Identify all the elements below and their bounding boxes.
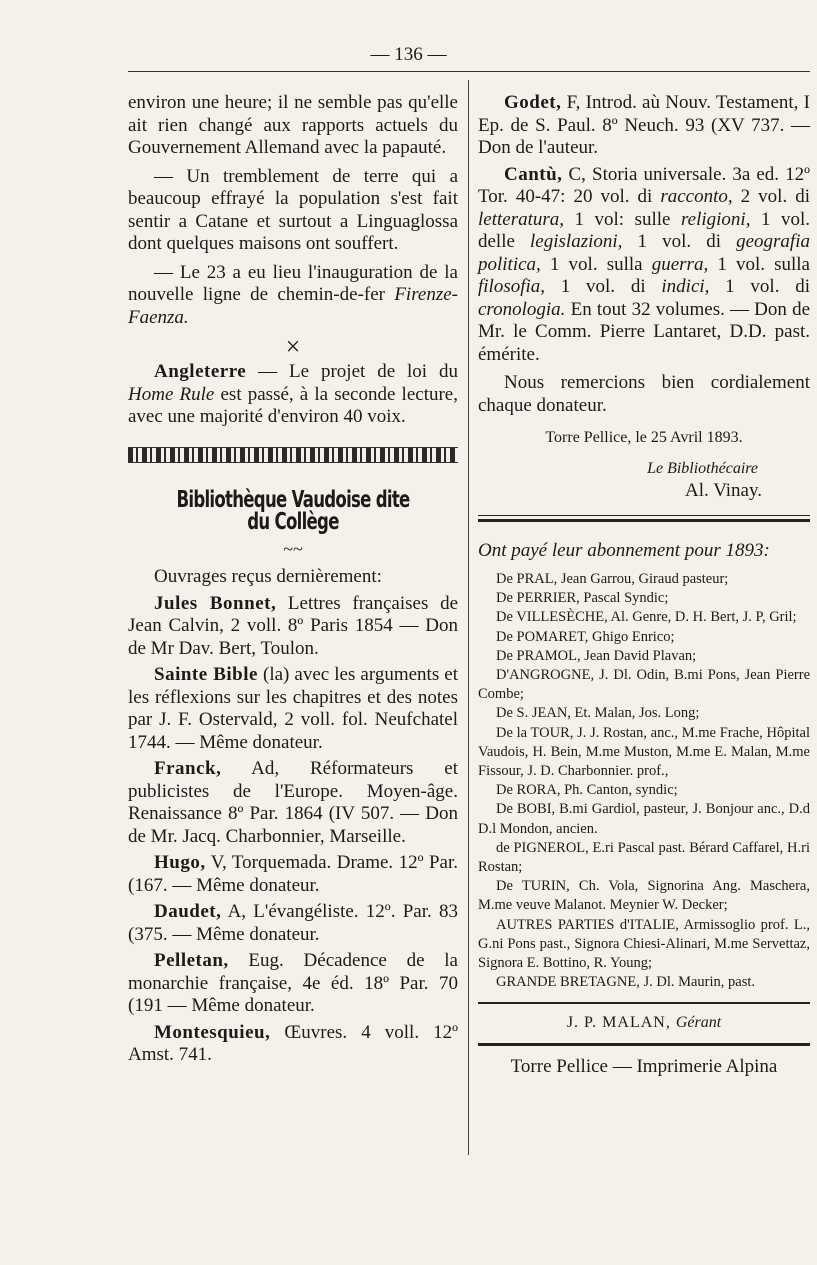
header-rule — [128, 71, 810, 72]
work-details: 1 vol. sulla — [708, 253, 810, 275]
italic-term: geografia politica, — [478, 231, 810, 275]
work-author: Daudet, — [154, 901, 222, 922]
work-author: Pelletan, — [154, 950, 229, 971]
intro-paragraph: environ une heure; il ne semble pas qu'elle ait rien changé aux rapports actuels du Gouvernement Allemand avec la papauté. — [128, 92, 458, 158]
work-entry — [128, 901, 458, 946]
subscription-item: De POMARET, Ghigo Enrico; — [496, 628, 675, 645]
italic-term: racconto, — [660, 186, 733, 207]
left-column — [128, 92, 458, 1067]
work-author: Cantù, — [504, 163, 563, 185]
work-author: Hugo, — [154, 852, 206, 873]
work-entry — [128, 1022, 458, 1067]
england-text-a: — Le projet de loi du — [246, 361, 458, 382]
imprint-rule — [478, 1043, 810, 1046]
subscription-item: de PIGNEROL, E.ri Pascal past. Bérard Caffarel, H.ri Rostan; — [478, 839, 810, 876]
separator-cross: × — [285, 332, 301, 361]
subscription-item: De PRAL, Jean Garrou, Giraud pasteur; — [496, 571, 729, 587]
work-entry — [128, 593, 458, 661]
england-text-b: est passé, à la seconde lecture, avec une majorité d'environ 40 voix. — [128, 383, 458, 427]
work-details: 1 vol. di — [709, 276, 810, 297]
received-works-heading: Ouvrages reçus dernièrement: — [154, 566, 382, 587]
column-divider — [468, 80, 469, 1155]
italic-term: filosofia, — [478, 276, 546, 297]
subscription-item: De la TOUR, J. J. Rostan, anc., M.me Frache, Hôpital Vaudois, H. Bein, M.me Muston, M.me E. Malan, M.me Fissour, J. D. Charbonnier. prof., — [478, 724, 810, 780]
manager-line — [478, 1012, 810, 1035]
signer-role: Le Bibliothécaire — [647, 459, 758, 477]
earthquake-paragraph: — Un tremblement de terre qui a beaucoup effrayé la population s'est fait sentir a Catane et surtout a Linguaglossa dont quelques maisons ont souffert. — [128, 165, 458, 254]
work-entry — [128, 758, 458, 848]
double-rule — [478, 515, 810, 522]
work-details: Ad, Réformateurs et publicistes de l'Europe. Moyen-âge. Renaissance 8º Par. 1864 (IV 507. — Don de Mr. Jacq. Charbonnier, Marseille. — [128, 758, 458, 847]
work-details: 1 vol. di — [622, 231, 737, 252]
work-details: C, Storia universale. 3a ed. 12º Tor. 40-47: 20 vol. di — [478, 163, 810, 207]
home-rule-text: Home Rule — [128, 383, 215, 405]
subscription-item: AUTRES PARTIES d'ITALIE, Armissoglio prof. L., G.ni Pons past., Signora Chiesi-Alinari, M.me Servettaz, Signora E. Bottino, R. Young; — [478, 916, 810, 972]
italic-term: legislazioni, — [530, 231, 623, 252]
page-number: — 136 — — [370, 44, 447, 65]
signer-name: Al. Vinay. — [685, 480, 762, 501]
italic-term: indici, — [661, 276, 710, 297]
work-author: Godet, — [504, 92, 562, 113]
england-heading: Angleterre — [154, 361, 247, 382]
italic-term: cronologia. — [478, 298, 566, 320]
work-details: A, L'évangéliste. 12º. Par. 83 (375. — Même donateur. — [128, 901, 458, 945]
subscription-item: De BOBI, B.mi Gardiol, pasteur, J. Bonjour anc., D.d D.l Mondon, ancien. — [478, 801, 810, 837]
work-author: Sainte Bible — [154, 664, 258, 685]
work-details: Lettres françaises de Jean Calvin, 2 voll. 8º Paris 1854 — Don de Mr Dav. Bert, Toulon. — [128, 592, 459, 659]
subscription-item: De PRAMOL, Jean David Plavan; — [496, 647, 697, 664]
swash-ornament: ~~ — [283, 538, 303, 559]
subscription-item: GRANDE BRETAGNE, J. Dl. Maurin, past. — [496, 974, 756, 991]
work-entry-godet — [478, 92, 810, 160]
work-details: Œuvres. 4 voll. 12º Amst. 741. — [128, 1021, 458, 1065]
railway-line-name: Firenze-Faenza. — [128, 284, 458, 328]
right-column — [478, 92, 810, 1078]
work-author: Jules Bonnet, — [154, 592, 277, 614]
ornamental-divider — [128, 447, 458, 463]
library-section-title: Bibliothèque Vaudoise dite du Collège — [176, 486, 410, 535]
inauguration-text: — Le 23 a eu lieu l'inauguration de la nouvelle ligne de chemin-de-fer — [128, 261, 458, 305]
work-details: 1 vol: sulle — [564, 208, 681, 230]
works-list — [128, 593, 458, 1067]
england-paragraph — [128, 361, 458, 429]
manager-role: Gérant — [675, 1014, 722, 1032]
italic-term: guerra, — [651, 253, 709, 275]
subscription-item: De TURIN, Ch. Vola, Signorina Ang. Maschera, M.me veuve Malanot. Meynier W. Decker; — [478, 878, 810, 914]
work-entry — [128, 664, 458, 754]
work-details: 1 vol. delle — [478, 208, 810, 252]
subscription-item: De PERRIER, Pascal Syndic; — [496, 590, 669, 607]
work-author: Montesquieu, — [154, 1021, 271, 1043]
work-details: Eug. Décadence de la monarchie française, 4e éd. 18º Par. 70 (191 — Même donateur. — [128, 950, 458, 1016]
place-date: Torre Pellice, le 25 Avril 1893. — [545, 429, 743, 446]
subscription-item: De VILLESÈCHE, Al. Genre, D. H. Bert, J. P, Gril; — [496, 609, 797, 626]
work-details: V, Torquemada. Drame. 12º Par. (167. — Même donateur. — [128, 852, 458, 896]
work-details: 2 vol. di — [732, 186, 810, 207]
thanks-paragraph: Nous remercions bien cordialement chaque donateur. — [478, 372, 810, 416]
work-details: 1 vol. sulla — [540, 253, 652, 275]
subscriptions-list — [478, 570, 810, 992]
gerant-rule — [478, 1002, 810, 1004]
inauguration-paragraph — [128, 262, 458, 330]
work-details: En tout 32 volumes. — Don de Mr. le Comm. Pierre Lantaret, D.D. past. émérite. — [478, 298, 810, 365]
work-details: 1 vol. di — [545, 276, 662, 297]
subscriptions-heading: Ont payé leur abonnement pour 1893: — [478, 539, 770, 561]
work-details: F, Introd. aù Nouv. Testament, I Ep. de S. Paul. 8º Neuch. 93 (XV 737. — Don de l'auteur. — [478, 92, 810, 158]
italic-term: religioni, — [680, 208, 751, 230]
work-details: (la) avec les arguments et les réflexions sur les chapitres et des notes par J. F. Ostervald, 2 voll. fol. Neufchatel 1744. — Même donateur. — [128, 664, 458, 753]
manager-name: J. P. MALAN, — [566, 1014, 671, 1032]
subscription-item: De S. JEAN, Et. Malan, Jos. Long; — [496, 705, 700, 722]
italic-term: letteratura, — [478, 208, 565, 230]
subscription-item: D'ANGROGNE, J. Dl. Odin, B.mi Pons, Jean Pierre Combe; — [478, 667, 810, 703]
printer-imprint: Torre Pellice — Imprimerie Alpina — [510, 1055, 778, 1077]
work-author: Franck, — [154, 758, 222, 779]
subscription-item: De RORA, Ph. Canton, syndic; — [496, 782, 678, 799]
work-entry — [128, 852, 458, 897]
work-entry — [128, 950, 458, 1018]
work-entry-cantu — [478, 164, 810, 367]
